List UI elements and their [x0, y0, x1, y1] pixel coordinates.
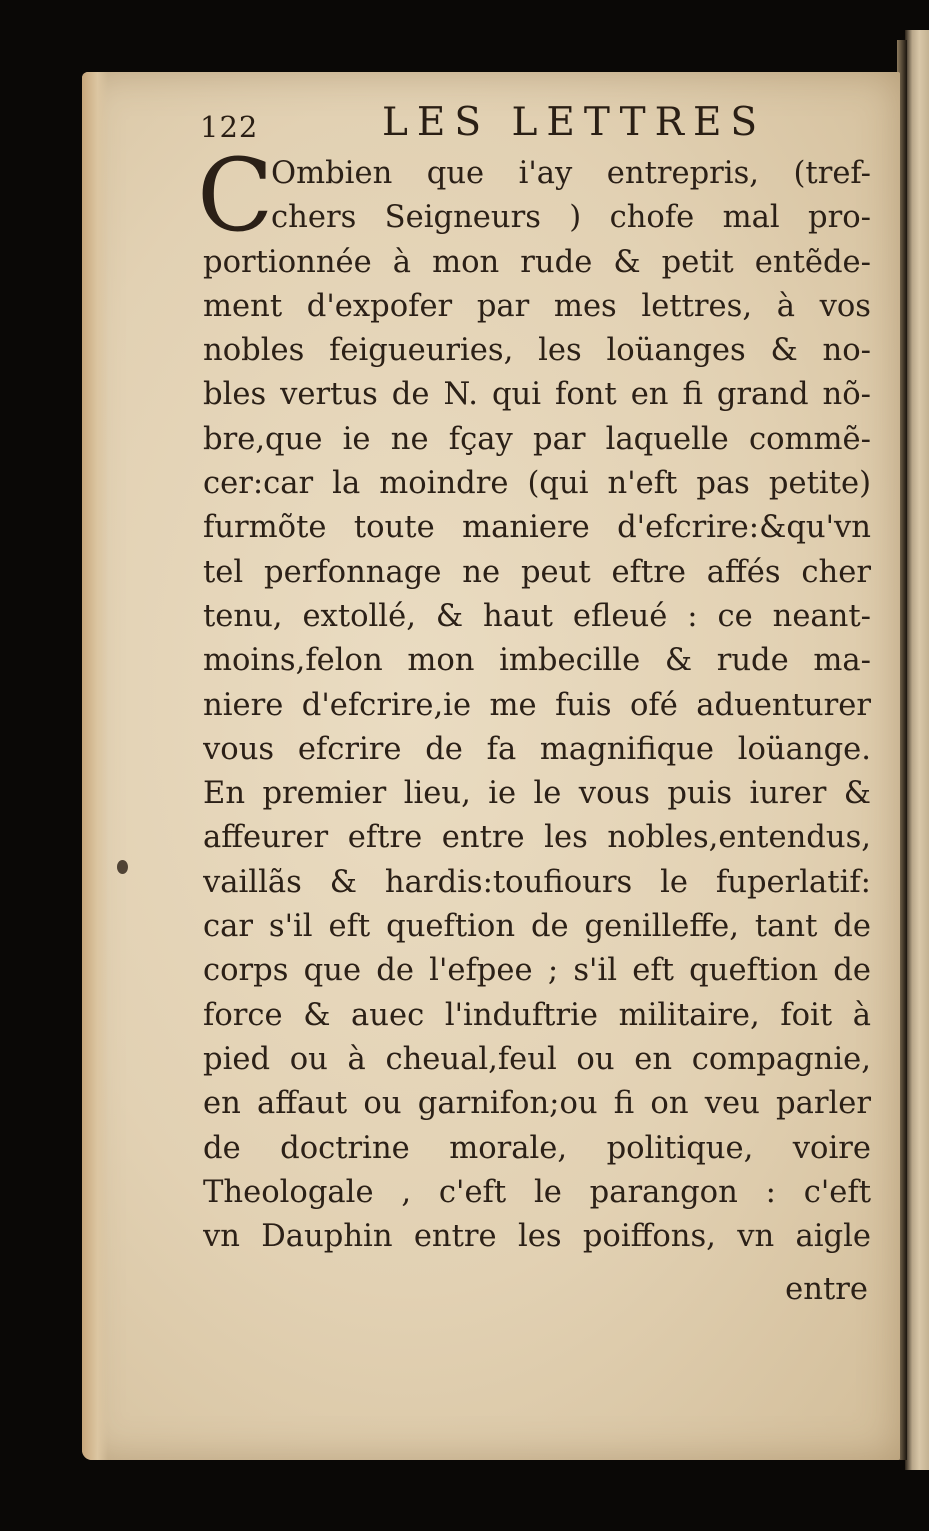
text-line: tenu, extollé, & haut efleué : ce neant- [203, 598, 871, 634]
text-line: Theologale , c'eft le parangon : c'eft [203, 1174, 871, 1210]
text-line: corps que de l'efpee ; s'il eft queftion de [203, 953, 871, 989]
page-edge [82, 72, 108, 1460]
text-line: chers Seigneurs ) chofe mal pro- [271, 200, 871, 236]
text-line: cer:car la moindre (qui n'eft pas petite) [203, 466, 871, 502]
text-line: vn Dauphin entre les poiffons, vn aigle [203, 1219, 871, 1255]
running-title: LES LETTRES [382, 100, 767, 145]
text-line: nobles feigueuries, les loüanges & no- [203, 333, 871, 369]
catchword: entre [785, 1272, 868, 1307]
facing-page-edge [905, 30, 929, 1470]
text-line: moins,felon mon imbecille & rude ma- [203, 643, 871, 679]
text-line: bles vertus de N. qui font en fi grand nõ- [203, 377, 871, 413]
page-header [200, 100, 870, 156]
text-line: Ombien que i'ay entrepris, (tref- [271, 156, 871, 191]
text-line: en affaut ou garnifon;ou fi on veu parler [203, 1086, 871, 1122]
ink-smudge [117, 860, 128, 874]
text-line: tel perfonnage ne peut eftre affés cher [203, 554, 871, 590]
text-line: pied ou à cheual,feul ou en compagnie, [203, 1041, 871, 1077]
text-line: force & auec l'induftrie militaire, foit à [203, 997, 871, 1033]
text-line: niere d'efcrire,ie me fuis ofé aduenturer [203, 687, 871, 723]
text-line: affeurer eftre entre les nobles,entendus, [203, 820, 871, 856]
page-number: 122 [200, 110, 259, 144]
body-text [197, 137, 871, 1259]
text-line: furmõte toute maniere d'efcrire:&qu'vn [203, 510, 871, 546]
text-line: bre,que ie ne fçay par laquelle commẽ- [203, 421, 871, 457]
text-line: car s'il eft queftion de genilleffe, tant de [203, 909, 871, 945]
text-line: de doctrine morale, politique, voire [203, 1130, 871, 1166]
text-line: ment d'expofer par mes lettres, à vos [203, 288, 871, 324]
drop-cap: C [197, 137, 274, 254]
text-line: vaillãs & hardis:toufiours le fuperlatif: [203, 864, 871, 900]
text-line: portionnée à mon rude & petit entẽde- [203, 244, 871, 280]
text-line: vous efcrire de fa magnifique loüange. [203, 731, 871, 767]
text-line: En premier lieu, ie le vous puis iurer & [203, 776, 871, 812]
